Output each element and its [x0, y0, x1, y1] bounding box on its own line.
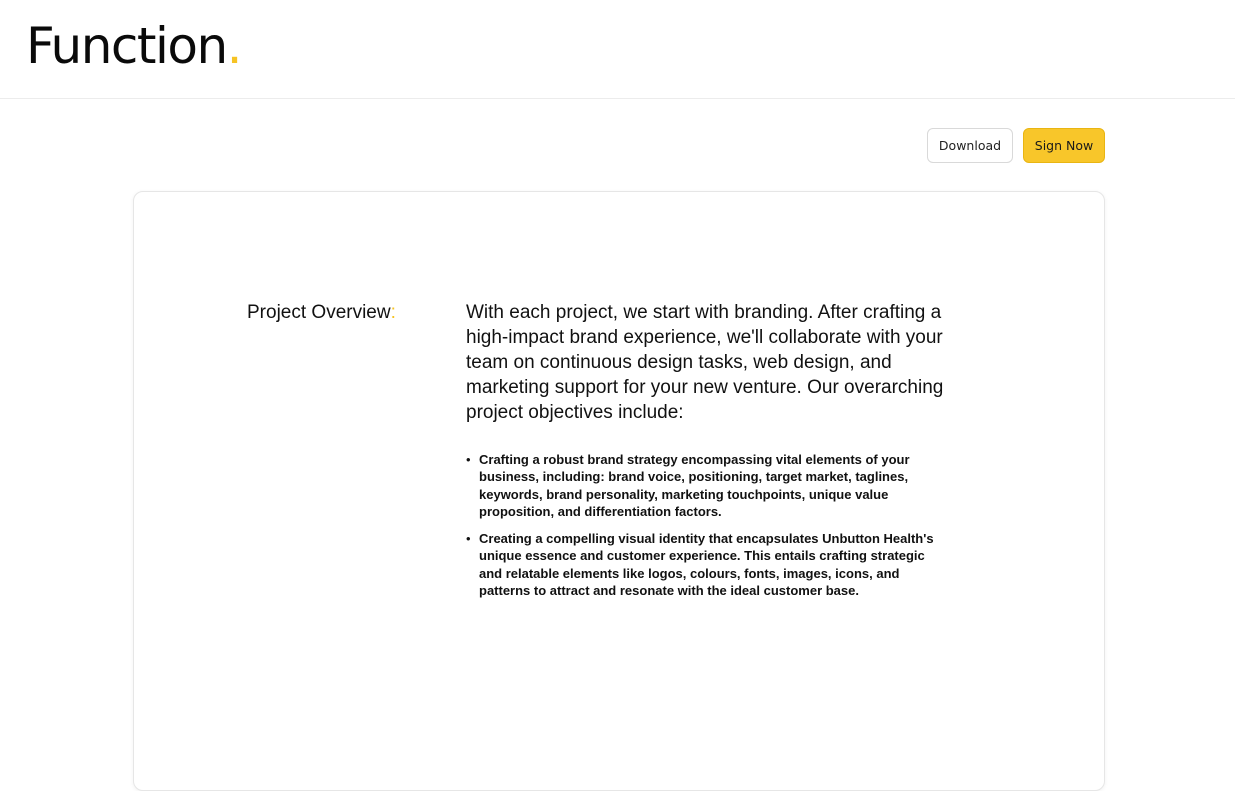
section-label-colon: :	[390, 302, 396, 323]
objective-item: • Creating a compelling visual identity that encapsulates Unbutton Health's unique essence and customer experience. This entails crafting strategic and relatable elements like logos, colours, fonts, images, icons, and patterns to attract and resonate with the ideal customer base.	[479, 530, 949, 599]
objective-item: • Crafting a robust brand strategy encompassing vital elements of your business, including: brand voice, positioning, target market, taglines, keywords, brand personality, marketing touchpoints, unique value proposition, and differentiation factors.	[479, 451, 949, 520]
document-card	[133, 191, 1105, 791]
objectives-list	[466, 451, 949, 609]
app-header	[0, 0, 1235, 99]
logo-text: Function	[26, 17, 227, 75]
section-label-text: Project Overview	[247, 302, 391, 323]
logo-dot: .	[226, 17, 242, 75]
project-intro: With each project, we start with branding. After crafting a high-impact brand experience, we'll collaborate with your team on continuous design tasks, web design, and marketing support for your new venture. Our overarching project objectives include:	[466, 302, 944, 423]
download-button[interactable]: Download	[927, 128, 1013, 163]
function-logo[interactable]	[26, 16, 241, 76]
section-label	[247, 300, 397, 325]
sign-now-button[interactable]: Sign Now	[1023, 128, 1105, 163]
